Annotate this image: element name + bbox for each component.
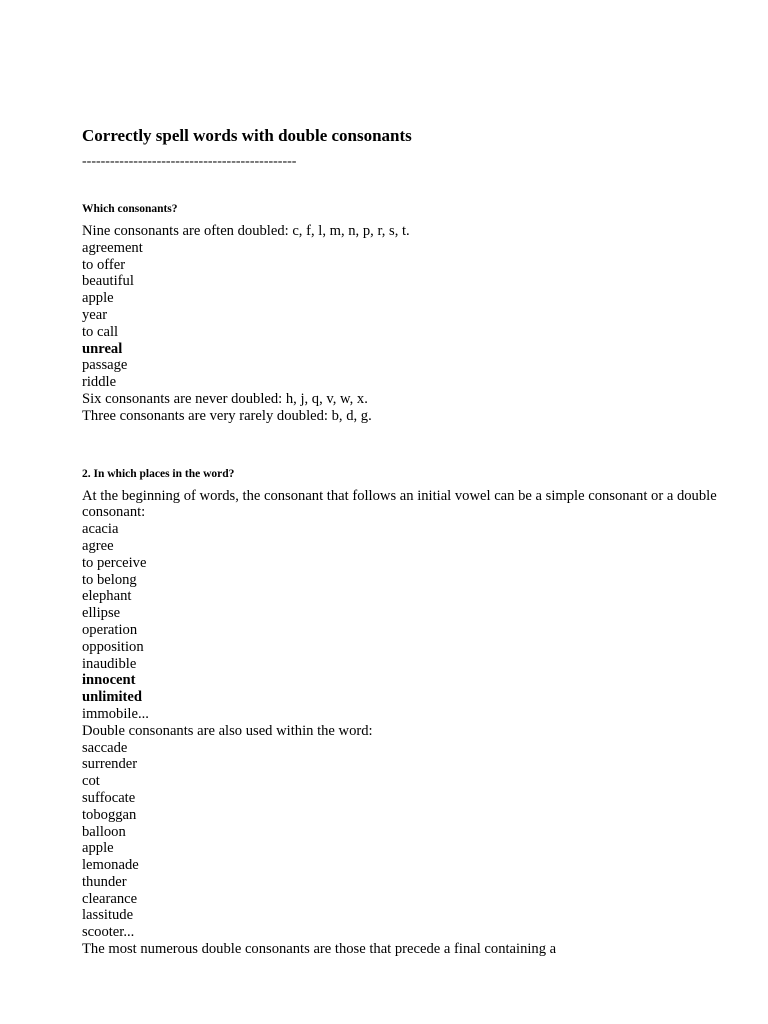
- beginning-of-words-text: At the beginning of words, the consonant that follows an initial vowel can be a simple consonant or a double consonant:: [82, 487, 717, 521]
- word-list-item: lemonade: [82, 857, 139, 874]
- word-list-item: ellipse: [82, 605, 121, 622]
- word-list-item: beautiful: [82, 273, 134, 290]
- word-list-item: agreement: [82, 239, 143, 256]
- document-title: Correctly spell words with double consonants: [82, 126, 412, 145]
- word-list-item: scooter...: [82, 924, 135, 941]
- word-list-item: clearance: [82, 890, 138, 907]
- section-which-consonants-body: [82, 223, 722, 425]
- word-list-item: immobile...: [82, 705, 149, 722]
- word-list-item: balloon: [82, 823, 126, 840]
- word-list-item-bold: innocent: [82, 672, 136, 689]
- word-list-item: to call: [82, 323, 119, 340]
- within-word-text: Double consonants are also used within the word:: [82, 722, 373, 739]
- word-list-item: surrender: [82, 756, 138, 773]
- title-divider: ----------------------------------------------: [82, 154, 297, 169]
- word-list-item: to offer: [82, 256, 126, 273]
- word-list-item: to belong: [82, 571, 137, 588]
- word-list-item: riddle: [82, 374, 117, 391]
- word-list-item: lassitude: [82, 907, 134, 924]
- never-doubled-text: Six consonants are never doubled: h, j, q, v, w, x.: [82, 390, 368, 407]
- word-list-item: suffocate: [82, 789, 136, 806]
- word-list-item: year: [82, 306, 108, 323]
- word-list-item: apple: [82, 840, 114, 857]
- word-list-item: thunder: [82, 873, 127, 890]
- word-list-item-bold: unlimited: [82, 689, 143, 706]
- word-list-item: cot: [82, 773, 100, 790]
- word-list-item: passage: [82, 357, 128, 374]
- rarely-doubled-text: Three consonants are very rarely doubled: b, d, g.: [82, 407, 372, 424]
- word-list-item: elephant: [82, 588, 132, 605]
- section-heading-which-consonants: Which consonants?: [82, 203, 178, 215]
- word-list-item: acacia: [82, 521, 119, 538]
- section-places-in-word-body: [82, 488, 722, 958]
- word-list-item: saccade: [82, 739, 128, 756]
- word-list-item: apple: [82, 290, 114, 307]
- word-list-item: inaudible: [82, 655, 137, 672]
- document-page: [82, 125, 722, 958]
- word-list-item: to perceive: [82, 554, 147, 571]
- word-list-item: opposition: [82, 638, 144, 655]
- word-list-item: toboggan: [82, 806, 137, 823]
- section-intro-text: Nine consonants are often doubled: c, f, l, m, n, p, r, s, t.: [82, 223, 410, 239]
- section-heading-places-in-word: 2. In which places in the word?: [82, 467, 235, 480]
- final-consonants-text: The most numerous double consonants are those that precede a final containing a: [82, 941, 557, 958]
- word-list-item: operation: [82, 621, 138, 638]
- word-list-item: agree: [82, 537, 114, 554]
- word-list-item-bold: unreal: [82, 340, 123, 357]
